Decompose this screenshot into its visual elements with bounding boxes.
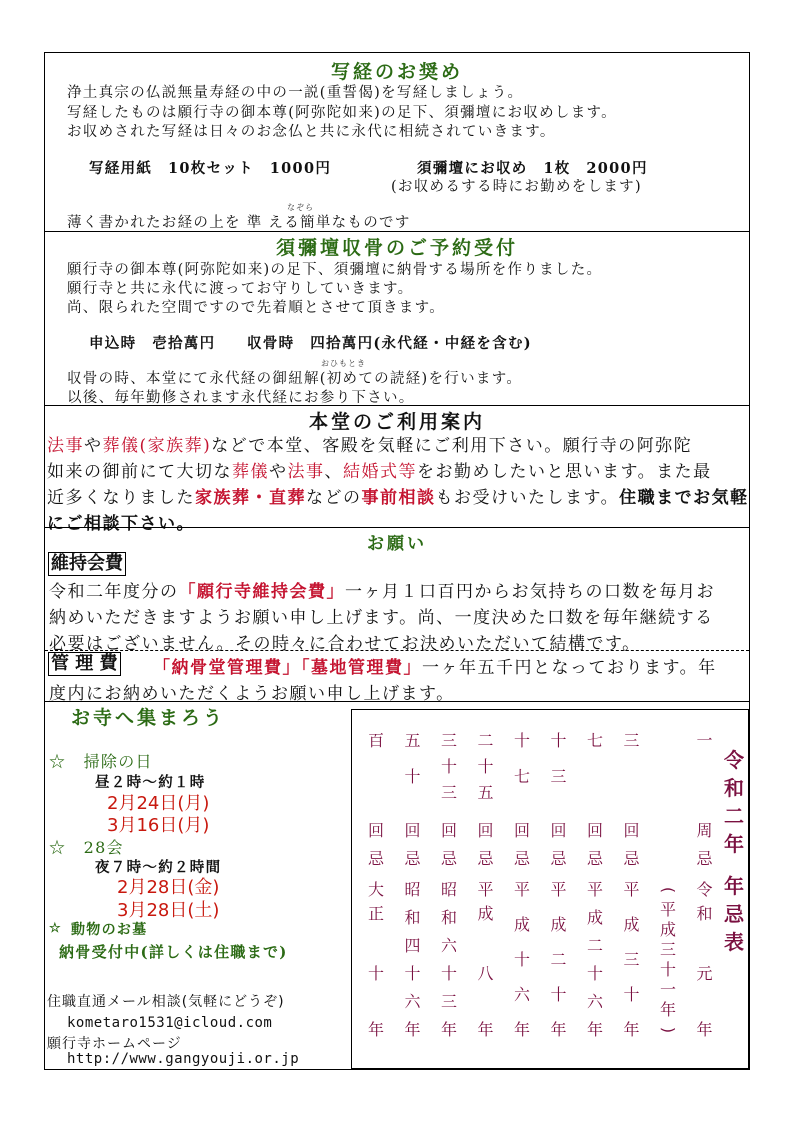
hondo-text: や <box>84 436 103 456</box>
dobutsu: 動物のお墓 <box>71 922 148 938</box>
nenki-table: 百 回 忌 大 正 十 年 五 十 回 忌 昭 和 四 十 六 年 三 十 三 回 忌 昭 和 六 十 三 年 二 十 五 回 忌 平 成 八 年 十 七 回 忌 平 成 十 六 年 十 三 回 忌 平 成 二 十 年 七 回 忌 平 成 二 十 六 年 三 回 忌 平 成 三 十 年 ( 平 成 三 十 一 年 ) 一 周 忌 令 和 元 年 令 和 二 年 年 忌 表 <box>351 709 749 1069</box>
iji-line-1 <box>49 577 715 602</box>
nenki-title <box>722 746 746 956</box>
iji-label: 維持会費 <box>48 552 126 576</box>
nenki-title-char: 二 <box>724 804 744 828</box>
divider <box>45 527 749 528</box>
hondo-kw: 結婚式等 <box>343 462 417 482</box>
shumidan-after-2: 以後、毎年勤修されます永代経にお参り下さい。 <box>67 390 415 406</box>
divider <box>45 405 749 406</box>
iji-text: 令和二年度分の <box>49 582 179 602</box>
hondo-text: 、 <box>324 462 343 482</box>
kanri-label: 管 理 費 <box>48 652 121 676</box>
shumidan-line-1: 願行寺の御本尊(阿弥陀如来)の足下、須彌壇に納骨する場所を作りました。 <box>67 262 603 278</box>
hondo-line-3 <box>47 483 749 508</box>
hondo-kw-sougi: 葬儀(家族葬) <box>102 436 212 456</box>
hondo-text: 近多くなりました <box>47 488 195 508</box>
nenki-title-char: 年 <box>724 874 744 898</box>
nenki-title-char: 忌 <box>724 902 744 926</box>
soji-time: 昼２時～約１時 <box>95 774 206 791</box>
shakyo-title: 写経のお奨め <box>330 61 463 83</box>
kanri-text: 一ヶ年五千円となっております。年 <box>422 658 717 678</box>
hondo-line-4: にご相談下さい。 <box>47 514 195 534</box>
shumidan-title: 須彌壇収骨のご予約受付 <box>275 237 518 259</box>
hondo-text: などの <box>306 488 362 508</box>
shakyo-note-ruby: なぞら <box>287 203 314 212</box>
divider <box>45 231 749 232</box>
hondo-kw-houji: 法事 <box>47 436 84 456</box>
nenki-title-char: 表 <box>724 930 744 954</box>
hondo-line-1 <box>47 431 692 456</box>
soji-label: ☆ 掃除の日 <box>49 752 153 771</box>
nijuhachi-label: ☆ 28会 <box>49 838 124 857</box>
hondo-title: 本堂のご利用案内 <box>308 411 485 433</box>
dobutsu-star-icon: ☆ <box>49 921 62 936</box>
mail-address[interactable]: kometaro1531@icloud.com <box>67 1015 273 1031</box>
hondo-kw: 家族葬・直葬 <box>195 488 306 508</box>
mail-label: 住職直通メール相談(気軽にどうぞ) <box>47 994 285 1010</box>
nenki-title-char: 年 <box>724 832 744 856</box>
shakyo-line-2: 写経したものは願行寺の御本尊(阿弥陀如来)の足下、須彌壇にお収めします。 <box>67 105 617 121</box>
newsletter-frame <box>44 52 750 1070</box>
hondo-text: もお受けいたします。 <box>435 488 620 508</box>
shakyo-price-left: 写経用紙 10枚セット 1000円 <box>89 160 332 177</box>
onegai-title: お願い <box>367 534 427 554</box>
hp-label: 願行寺ホームページ <box>47 1036 182 1052</box>
shumidan-line-2: 願行寺と共に永代に渡ってお守りしていきます。 <box>67 281 414 297</box>
shakyo-price-note: (お収めるする時にお勤めをします) <box>391 179 642 195</box>
hp-url[interactable]: http://www.gangyouji.or.jp <box>67 1051 300 1067</box>
nijuhachi-date-1: 2月28日(金) <box>117 877 220 898</box>
atsumaro-title: お寺へ集まろう <box>71 707 226 729</box>
hondo-text: をお勤めしたいと思います。また最 <box>417 462 712 482</box>
soji-date-1: 2月24日(月) <box>107 793 210 814</box>
iji-kw: 「願行寺維持会費」 <box>178 582 345 602</box>
nenki-title-char: 令 <box>724 748 744 772</box>
hondo-text: などで本堂、客殿を気軽にご利用下さい。願行寺の阿弥陀 <box>211 436 693 456</box>
hondo-kw: 法事 <box>287 462 325 482</box>
shumidan-line-3: 尚、限られた空間ですので先着順とさせて頂きます。 <box>67 300 446 316</box>
iji-line-2: 納めいただきますようお願い申し上げます。尚、一度決めた口数を毎年継続する <box>49 608 714 628</box>
hondo-kw: 住職までお気軽 <box>619 488 749 508</box>
hondo-kw: 葬儀 <box>232 462 269 482</box>
hondo-kw: 事前相談 <box>361 488 436 508</box>
shumidan-after-1: 収骨の時、本堂にて永代経の御紐解(初めての読経)を行います。 <box>67 371 523 387</box>
nijuhachi-date-2: 3月28日(土) <box>117 900 220 921</box>
shakyo-line-1: 浄土真宗の仏説無量寿経の中の一説(重誓偈)を写経しましょう。 <box>67 85 524 101</box>
shumidan-price: 申込時 壱拾萬円 収骨時 四拾萬円(永代経・中経を含む) <box>89 335 532 352</box>
kanri-kw: 「納骨堂管理費」「墓地管理費」 <box>153 658 422 678</box>
iji-line-3: 必要はございません。その時々に合わせてお決めいただいて結構です。 <box>49 634 641 654</box>
kanri-line-1 <box>153 653 717 678</box>
kanri-line-2: 度内にお納めいただくようお願い申し上げます。 <box>49 684 455 704</box>
shakyo-note: 薄く書かれたお経の上を 準 える簡単なものです <box>67 215 411 231</box>
dashed-divider <box>45 650 749 651</box>
shakyo-price-right: 須彌壇にお収め 1枚 2000円 <box>417 160 648 177</box>
iji-text: 一ヶ月１口百円からお気持ちの口数を毎月お <box>345 582 715 602</box>
shakyo-line-3: お収めされた写経は日々のお念仏と共に永代に相続されていきます。 <box>67 124 556 140</box>
divider <box>45 701 749 702</box>
shumidan-ruby: おひもとき <box>321 359 366 368</box>
hondo-line-2 <box>47 457 712 482</box>
nijuhachi-time: 夜７時～約２時間 <box>95 859 222 876</box>
nenki-title-char: 和 <box>724 776 744 800</box>
hondo-text: 如来の御前にて大切な <box>47 462 232 482</box>
noukotsu: 納骨受付中(詳しくは住職まで) <box>59 943 288 961</box>
hondo-text: や <box>269 462 288 482</box>
soji-date-2: 3月16日(月) <box>107 815 210 836</box>
